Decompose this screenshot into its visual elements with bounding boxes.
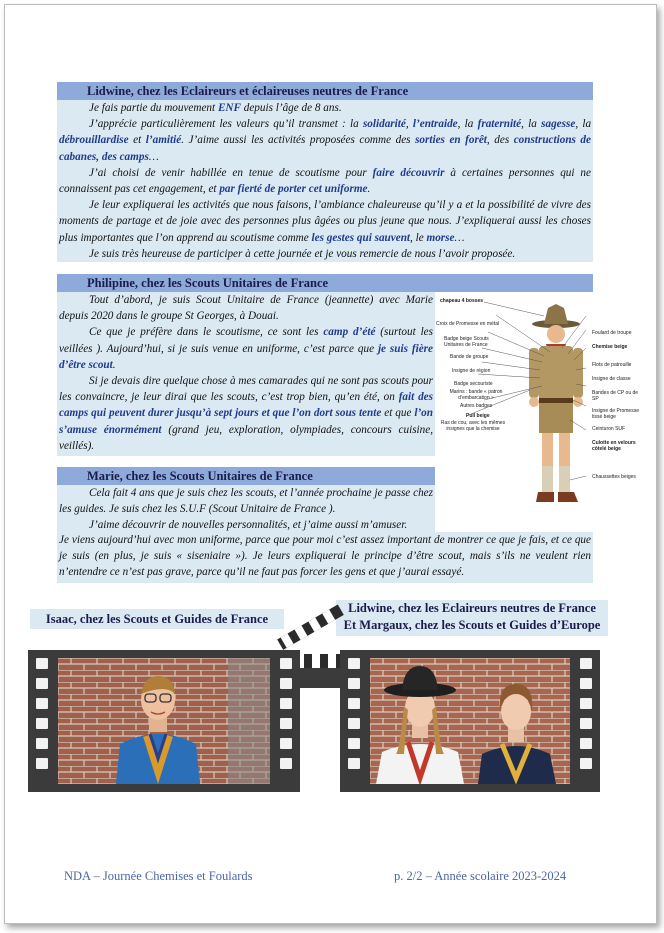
photo-title-line: Et Margaux, chez les Scouts et Guides d’Europe [343,618,601,632]
photo-title-lidwine-margaux [336,600,608,636]
label: Bandes de CP ou de SP [592,390,639,402]
label: Flots de patrouille [592,362,632,368]
paragraph: Je viens aujourd’hui avec mon uniforme, parce que pour moi c’est assez important de montrer ce que je fais, et ce que je suis (en plus, je suis « siseniaire »). Je leurs expliquerai le principe d’être scout, mais s’ils ne veulent rien n’entendre ce n’est pas grave, parce qu’il ne faut pas forcer les gens et que j’aurai essayé. [59,534,591,579]
label: Ras de cou, avec les mêmes insignes que la chemise [440,420,506,432]
film-holes [575,650,597,792]
film-strip-right [340,650,600,792]
section-body [57,100,593,262]
paragraph: J’aime découvrir de nouvelles personnalités, et j’aime aussi m’amuser. [89,519,408,532]
film-holes [343,650,365,792]
photo-lidwine-margaux [370,658,570,784]
label: Autres badges [460,403,493,409]
label: Chemise beige [592,344,628,350]
label: Bande de groupe [450,354,489,360]
label: Marins : bande « patron d’embarcation » [449,389,503,401]
section-marie-suf [57,467,435,534]
section-title: Philipine, chez les Scouts Unitaires de France [57,274,593,292]
label: Croix de Promesse en métal [436,321,500,327]
label: Pull beige [466,413,490,419]
film-strip-left [28,650,300,792]
label: Culotte en velours côtelé beige [592,440,636,452]
uniform-illustration [436,290,640,530]
paragraph: Tout d’abord, je suis Scout Unitaire de France (jeannette) avec Marie depuis 2020 dans le groupe St Georges, à Douai. [59,294,433,323]
paragraph: Je leur expliquerai les activités que nous faisons, l’ambiance chaleureuse qu’il y a et la possibilité de vivre des moments de partage et de joie avec des personnes plus âgées ou plus jeune que nous. J’expliquerai aussi les choses plus importantes que l’on apprend au scoutisme comme les gestes qui sauvent, le morse… [59,199,591,244]
section-lidwine-enf [57,82,593,262]
section-body [57,292,435,456]
paragraph: Je suis très heureuse de participer à cette journée et je vous remercie de nous l’avoir proposée. [89,247,516,260]
label: Foulard de troupe [592,330,632,336]
label: Insigne de classe [592,376,631,382]
label: Insigne de Promesse tissé beige [592,408,639,420]
label: chapeau 4 bosses [440,298,484,304]
label: Badge beige Scouts Unitaires de France [444,336,489,348]
section-body [57,532,593,583]
photo-title-isaac: Isaac, chez les Scouts et Guides de France [30,609,284,629]
section-marie-body-wide [57,532,593,583]
paragraph: Cela fait 4 ans que je suis chez les scouts, et l’année prochaine je passe chez les guides. Je suis chez les S.U.F (Scout Unitaire de France ). [59,487,433,516]
paragraph: J’apprécie particulièrement les valeurs qu’il transmet : la solidarité, l’entraide, la fraternité, la sagesse, la débrouillardise et l’amitié. J’aime aussi les activités proposées comme des sorties en forêt, des constructions de cabanes, des camps… [59,118,592,163]
paragraph: J’ai choisi de venir habillée en tenue de scoutisme pour faire découvrir à certaines personnes qui ne connaissent pas cet engagement, et par fierté de porter cet uniforme. [59,166,591,196]
label: Ceinturon SUF [592,426,626,432]
film-holes [275,650,297,792]
label: Chaussettes beiges [592,474,636,480]
paragraph: Ce que je préfère dans le scoutisme, ce sont les camp d’été (surtout les veillées ). Aujourd’hui, si je suis venue en uniforme, c’est parce que je suis fière d’être scout. [59,326,434,371]
section-body [57,485,435,534]
section-philipine-body [57,292,435,456]
film-holes [31,650,53,792]
label: Insigne de région [452,368,491,374]
footer-left: NDA – Journée Chemises et Foulards [64,869,253,883]
photo-isaac [58,658,270,784]
photo-title-line: Lidwine, chez les Eclaireurs neutres de France [348,601,596,615]
paragraph: Je fais partie du mouvement ENF depuis l’âge de 8 ans. [89,102,342,114]
paragraph: Si je devais dire quelque chose à mes camarades qui ne sont pas scouts pour les convaincre, je leur dirai que les scouts, c’est trop bien, qu’en été, on fait des camps qui peuvent durer jusqu’à sept jours et que l’on dort sous tente et que l’on s’amuse énormément (grand jeu, exploration, olympiades, concours cuisine, veillés). [59,375,434,452]
label: Badge secouriste [454,381,493,387]
footer-right: p. 2/2 – Année scolaire 2023-2024 [394,869,567,883]
section-title: Lidwine, chez les Eclaireurs et éclaireuses neutres de France [57,82,593,100]
section-title: Marie, chez les Scouts Unitaires de France [57,467,435,485]
